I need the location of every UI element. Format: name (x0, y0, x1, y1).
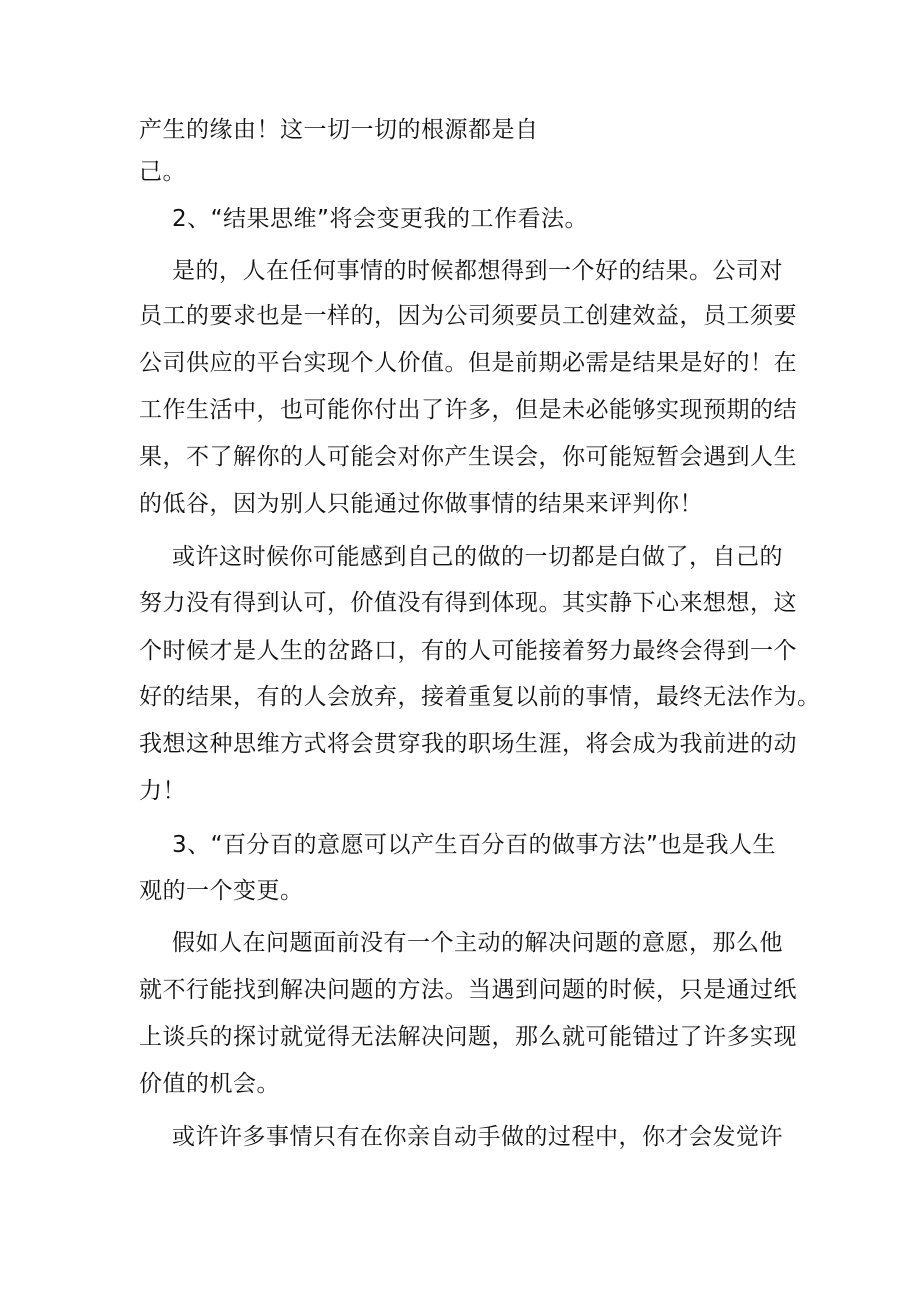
text-line: 努力没有得到认可，价值没有得到体现。其实静下心来想想，这 (139, 590, 797, 616)
text-line: 假如人在问题面前没有一个主动的解决问题的意愿，那么他 (172, 930, 783, 956)
text-line: 工作生活中，也可能你付出了许多，但是未必能够实现预期的结 (139, 397, 797, 423)
text-line: 的低谷，因为别人只能通过你做事情的结果来评判你！ (139, 491, 703, 517)
text-line: 己。 (139, 159, 186, 185)
section-heading: 3、“百分百的意愿可以产生百分百的做事方法”也是我人生 (172, 832, 776, 858)
text-line: 观的一个变更。 (139, 878, 304, 904)
text-line: 好的结果，有的人会放弃，接着重复以前的事情，最终无法作为。 (139, 684, 821, 710)
section-heading: 2、“结果思维”将会变更我的工作看法。 (172, 206, 588, 232)
text-line: 员工的要求也是一样的，因为公司须要员工创建效益，员工须要 (139, 303, 797, 329)
text-line: 产生的缘由！这一切一切的根源都是自 (139, 117, 539, 143)
text-line: 就不行能找到解决问题的方法。当遇到问题的时候，只是通过纸 (139, 977, 797, 1003)
text-line: 或许这时候你可能感到自己的做的一切都是白做了，自己的 (172, 544, 783, 570)
text-line: 上谈兵的探讨就觉得无法解决问题，那么就可能错过了许多实现 (139, 1024, 797, 1050)
text-line: 公司供应的平台实现个人价值。但是前期必需是结果是好的！在 (139, 350, 797, 376)
text-line: 或许许多事情只有在你亲自动手做的过程中，你才会发觉许 (172, 1124, 783, 1150)
text-line: 个时候才是人生的岔路口，有的人可能接着努力最终会得到一个 (139, 638, 797, 664)
text-line: 果，不了解你的人可能会对你产生误会，你可能短暂会遇到人生 (139, 444, 797, 470)
text-line: 力！ (139, 778, 186, 804)
text-line: 价值的机会。 (139, 1071, 280, 1097)
text-line: 是的，人在任何事情的时候都想得到一个好的结果。公司对 (172, 258, 783, 284)
text-line: 我想这种思维方式将会贯穿我的职场生涯，将会成为我前进的动 (139, 731, 797, 757)
